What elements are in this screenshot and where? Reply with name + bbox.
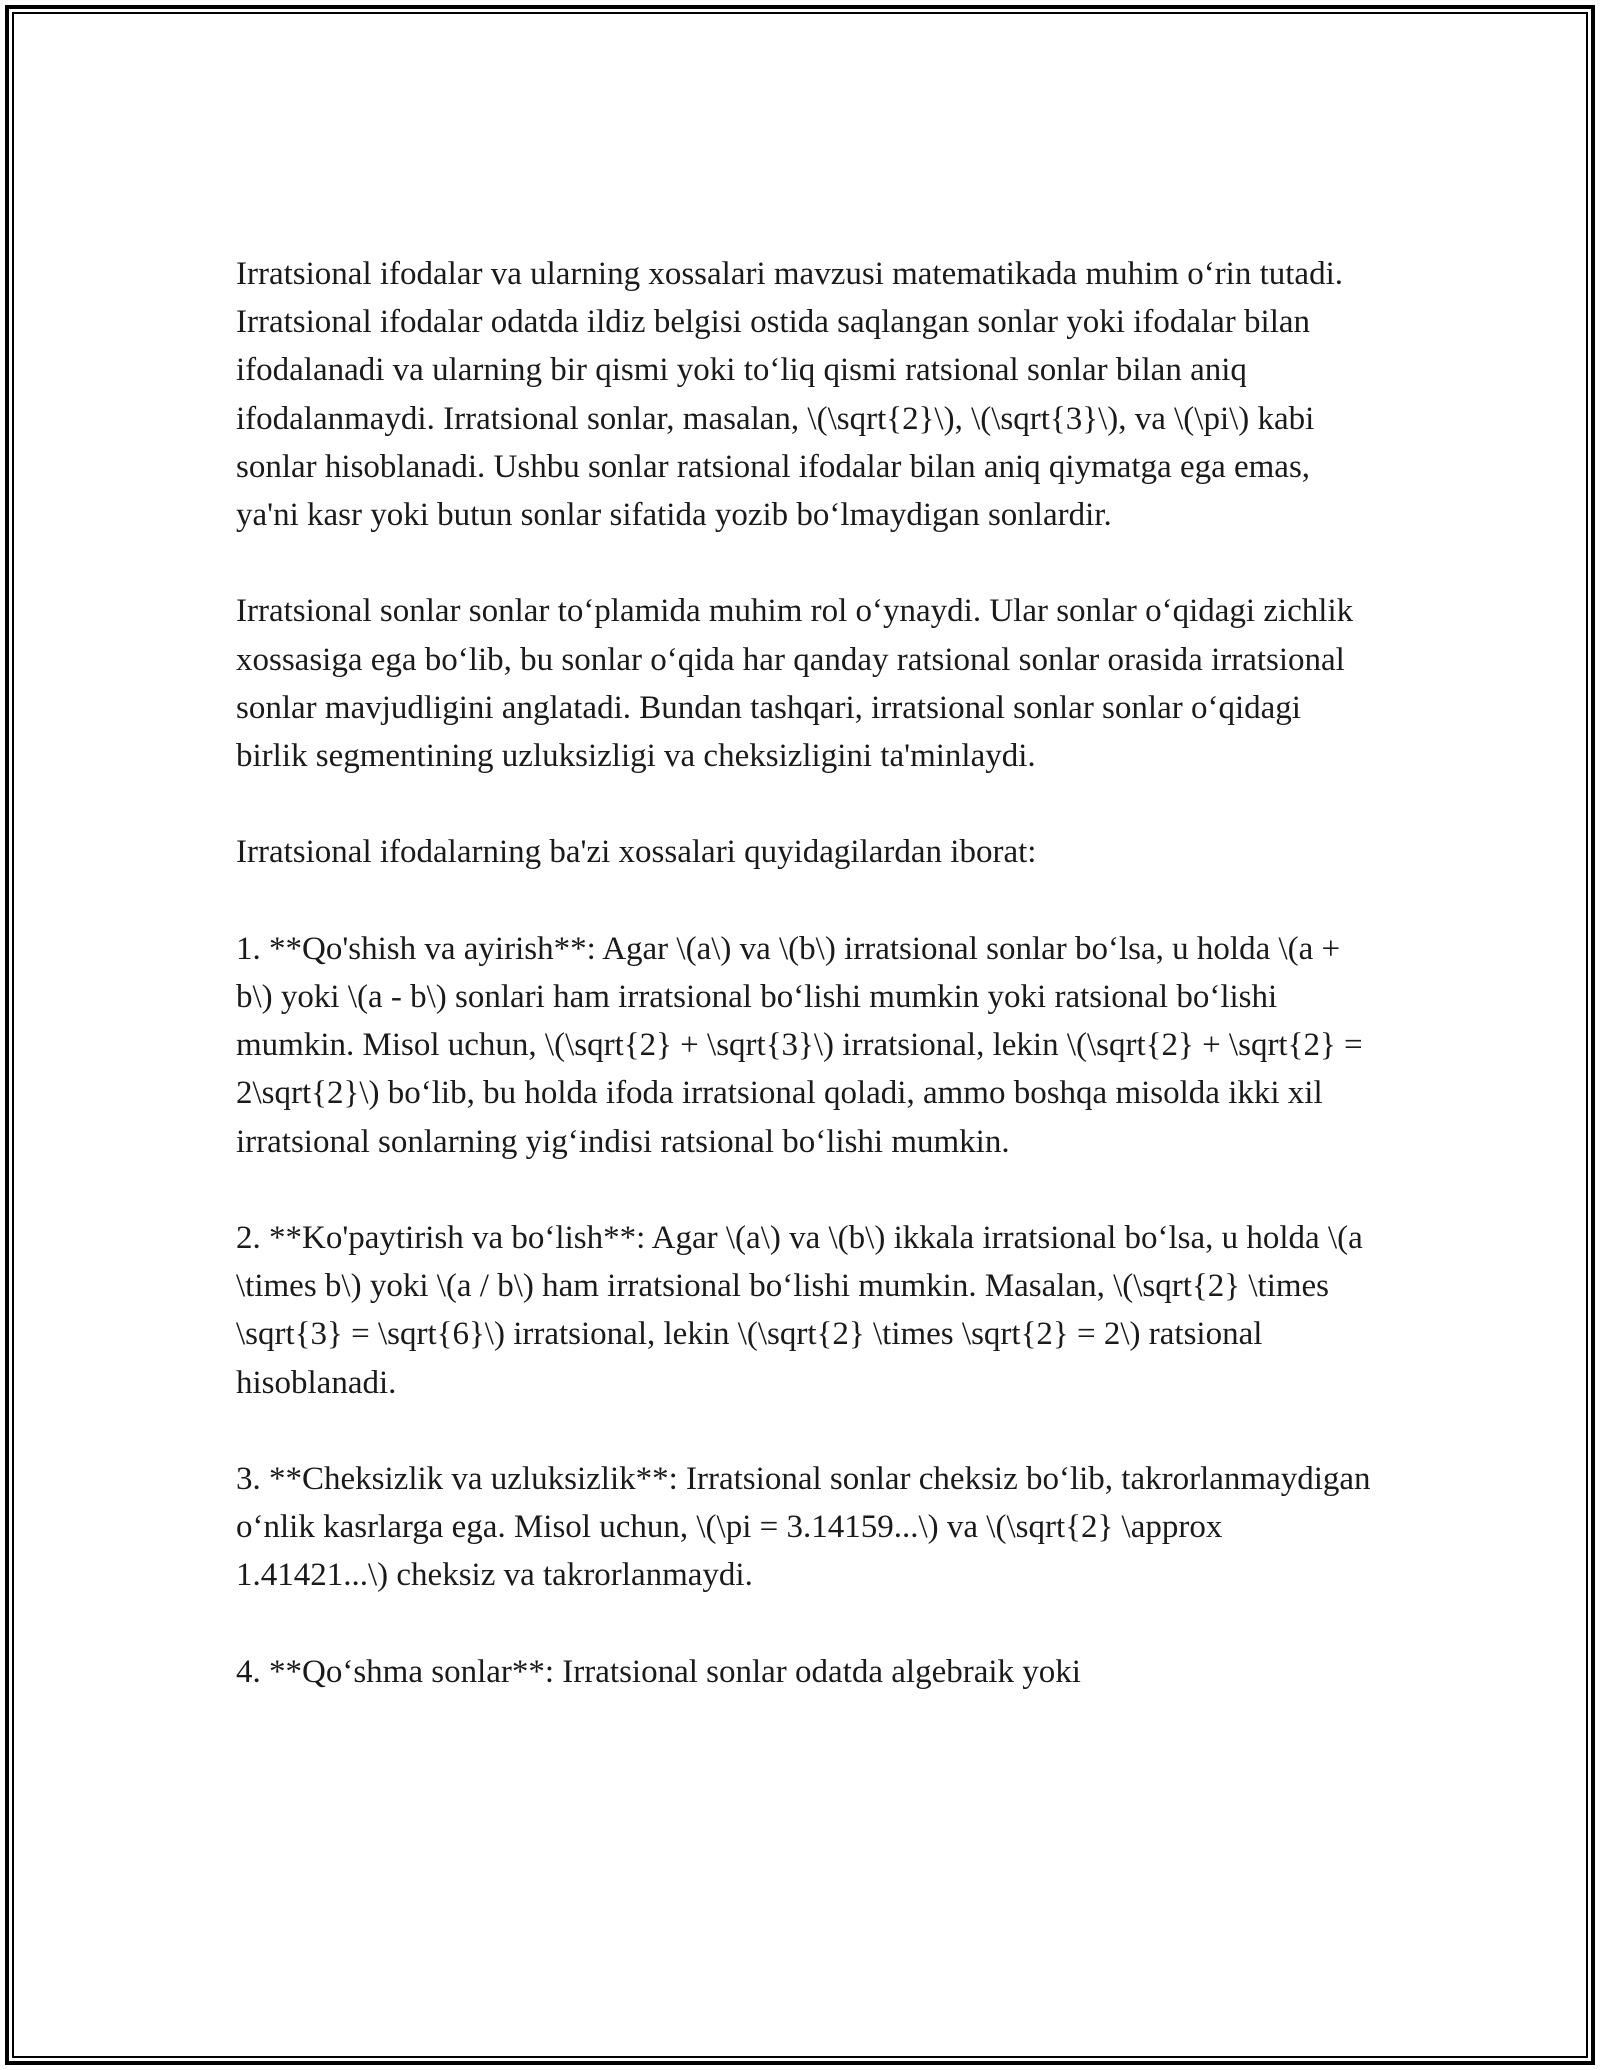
- paragraph-properties-lead: Irratsional ifodalarning ba'zi xossalari quyidagilardan iborat:: [236, 834, 1037, 871]
- paragraph-role: Irratsional sonlar sonlar to‘plamida muhim rol o‘ynaydi. Ular sonlar o‘qidagi zichlik xossasiga ega bo‘lib, bu sonlar o‘qida har qanday ratsional sonlar orasida irratsional sonlar mavjudligini anglatadi. Bundan tashqari, irratsional sonlar sonlar o‘qidagi birlik segmentining uzluksizligi va cheksizligini ta'minlaydi.: [236, 593, 1354, 775]
- list-item-addition: 1. **Qo'shish va ayirish**: Agar \(a\) va \(b\) irratsional sonlar bo‘lsa, u holda \(a + b\) yoki \(a - b\) sonlari ham irratsional bo‘lishi mumkin yoki ratsional bo‘lishi mumkin. Misol uchun, \(\sqrt{2} + \sqrt{3}\) irratsional, lekin \(\sqrt{2} + \sqrt{2} = 2\sqrt{2}\) bo‘lib, bu holda ifoda irratsional qoladi, ammo boshqa misolda ikki xil irratsional sonlarning yig‘indisi ratsional bo‘lishi mumkin.: [236, 930, 1363, 1160]
- list-item-compound: 4. **Qo‘shma sonlar**: Irratsional sonlar odatda algebraik yoki: [236, 1653, 1081, 1690]
- list-item-infinity: 3. **Cheksizlik va uzluksizlik**: Irratsional sonlar cheksiz bo‘lib, takrorlanmaydigan o‘nlik kasrlarga ega. Misol uchun, \(\pi = 3.14159...\) va \(\sqrt{2} \approx 1.41421...\) cheksiz va takrorlanmaydi.: [236, 1461, 1371, 1594]
- list-item-multiplication: 2. **Ko'paytirish va bo‘lish**: Agar \(a\) va \(b\) ikkala irratsional bo‘lsa, u holda \(a \times b\) yoki \(a / b\) ham irratsional bo‘lishi mumkin. Masalan, \(\sqrt{2} \times \sqrt{3} = \sqrt{6}\) irratsional, lekin \(\sqrt{2} \times \sqrt{2} = 2\) ratsional hisoblanadi.: [236, 1220, 1363, 1401]
- document-body: [236, 250, 1376, 1696]
- paragraph-intro: Irratsional ifodalar va ularning xossalari mavzusi matematikada muhim o‘rin tutadi. Irratsional ifodalar odatda ildiz belgisi ostida saqlangan sonlar yoki ifodalar bilan ifodalanadi va ularning bir qismi yoki to‘liq qismi ratsional sonlar bilan aniq ifodalanmaydi. Irratsional sonlar, masalan, \(\sqrt{2}\), \(\sqrt{3}\), va \(\pi\) kabi sonlar hisoblanadi. Ushbu sonlar ratsional ifodalar bilan aniq qiymatga ega emas, ya'ni kasr yoki butun sonlar sifatida yozib bo‘lmaydigan sonlardir.: [236, 256, 1343, 534]
